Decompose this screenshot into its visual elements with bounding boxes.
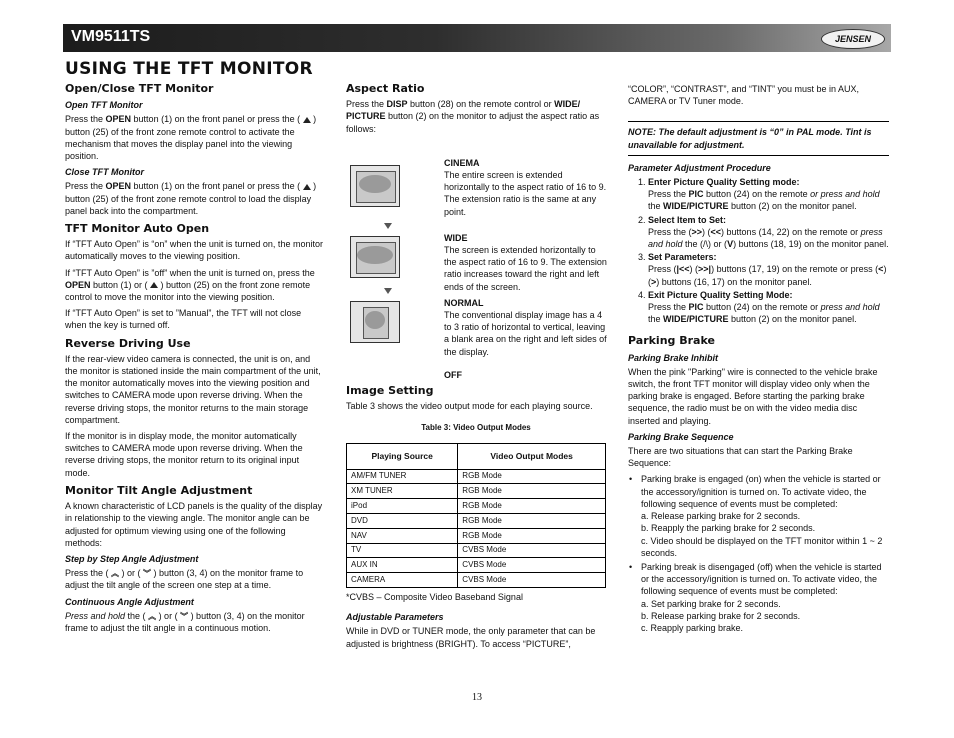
close-monitor-text: Press the OPEN button (1) on the front panel or press the ( ) button (25) of the front zone remote control to load the display panel back into the compartment. <box>65 181 317 216</box>
mode-name: NORMAL <box>444 297 484 308</box>
eject-up-icon <box>150 282 158 288</box>
auto-open-p3: If “TFT Auto Open” is set to ”Manual”, the TFT will not close when the key is turned off. <box>65 308 302 331</box>
wide-screen-icon <box>350 236 400 278</box>
page-number: 13 <box>472 692 482 703</box>
video-output-table <box>346 443 606 588</box>
column-left <box>65 83 323 638</box>
auto-open-heading: TFT Monitor Auto Open <box>65 222 210 236</box>
reverse-heading: Reverse Driving Use <box>65 336 191 350</box>
parking-sequence-text: There are two situations that can start the Parking Brake Sequence: <box>628 446 853 469</box>
model-name: VM9511TS <box>71 28 151 45</box>
adjustable-params-subheading: Adjustable Parameters <box>346 612 444 623</box>
aspect-mode-wide <box>346 232 606 295</box>
table-footnote: *CVBS – Composite Video Baseband Signal <box>346 592 523 602</box>
arrow-down-icon <box>384 223 392 229</box>
reverse-p1: If the rear-view video camera is connected, the unit is on, and the monitor is stationed inside the main compartment of the unit, the monitor automatically moves into the viewing position and switches to CAMERA mode upon reverse driving. When the reverse driving stops, the monitor returns to the main storage compartment. <box>65 353 321 425</box>
aspect-heading: Aspect Ratio <box>346 82 425 95</box>
parking-inhibit-subheading: Parking Brake Inhibit <box>628 352 719 363</box>
image-setting-heading: Image Setting <box>346 384 434 398</box>
table-row: iPod RGB Mode <box>347 499 606 514</box>
aspect-text: Press the DISP button (28) on the remote control or WIDE/ PICTURE button (2) on the monitor to adjust the aspect ratio as follows: <box>346 99 600 134</box>
aspect-mode-off: OFF <box>444 369 462 380</box>
procedure-steps <box>628 176 889 325</box>
tilt-down-icon: ︾ <box>143 569 152 579</box>
table-row: TV CVBS Mode <box>347 543 606 558</box>
image-setting-text: Table 3 shows the video output mode for each playing source. <box>346 401 593 412</box>
page-title: USING THE TFT MONITOR <box>65 59 313 79</box>
arrow-down-icon <box>384 288 392 294</box>
table-row: AUX IN CVBS Mode <box>347 558 606 573</box>
normal-screen-icon <box>350 301 400 343</box>
list-item: 3. Set Parameters: Press (|<<) (>>|) buttons (17, 19) on the remote or press (<) (>) buttons (16, 17) on the monitor panel. <box>648 251 889 288</box>
continuous-angle-subheading: Continuous Angle Adjustment <box>65 596 194 607</box>
mode-desc: The conventional display image has a 4 to 3 ratio of horizontal to vertical, leaving a blank area on the right and left sides of the display. <box>444 310 607 357</box>
list-item: 2. Select Item to Set: Press the (>>) (<<) buttons (14, 22) on the remote or press and hold the (/\) or (V) buttons (18, 19) on the monitor panel. <box>648 214 889 251</box>
column-right <box>628 83 889 634</box>
tilt-up-icon: ︽ <box>148 611 157 621</box>
auto-open-p2: If “TFT Auto Open” is ”off” when the unit is turned on, press the OPEN button (1) or ( ) button (25) on the front zone remote control to move the monitor into the viewing position. <box>65 267 315 303</box>
table-row: CAMERA CVBS Mode <box>347 573 606 588</box>
procedure-subheading: Parameter Adjustment Procedure <box>628 162 771 173</box>
table-header: Playing Source <box>347 443 458 469</box>
parking-heading: Parking Brake <box>628 334 715 348</box>
pal-note: NOTE: The default adjustment is “0” in PAL mode. Tint is unavailable for adjustment. <box>628 121 889 155</box>
open-monitor-subheading: Open TFT Monitor <box>65 100 143 111</box>
parking-situations <box>628 473 889 634</box>
parking-sequence-subheading: Parking Brake Sequence <box>628 431 734 442</box>
aspect-mode-normal <box>346 297 606 367</box>
table-row: DVD RGB Mode <box>347 514 606 529</box>
parking-inhibit-text: When the pink "Parking" wire is connected to the vehicle brake switch, the front TFT monitor will display video only when the parking brake is engaged. Before starting the parking brake sequence, the radio must be on with the video media disc inserted and playing. <box>628 366 878 426</box>
auto-open-p1: If “TFT Auto Open” is “on” when the unit is turned on, the monitor automatically moves to the viewing position. <box>65 239 323 262</box>
list-item: 1. Enter Picture Quality Setting mode: Press the PIC button (24) on the remote or press and hold the WIDE/PICTURE button (2) on the monitor panel. <box>648 176 889 213</box>
aspect-mode-cinema <box>346 157 606 220</box>
close-monitor-subheading: Close TFT Monitor <box>65 167 144 178</box>
mode-desc: The screen is extended horizontally to the aspect ratio of 16 to 9. The extension ratio increases toward the right and left ends of the screen. <box>444 245 607 292</box>
eject-up-icon <box>303 117 311 123</box>
adjustable-params-text: While in DVD or TUNER mode, the only parameter that can be adjusted is brightness (BRIGHT). To access “PICTURE”, <box>346 626 596 649</box>
step-angle-subheading: Step by Step Angle Adjustment <box>65 553 199 564</box>
cinema-screen-icon <box>350 165 400 207</box>
table-row: AM/FM TUNER RGB Mode <box>347 469 606 484</box>
continuous-angle-text: Press and hold the ( ︽ ) or ( ︾ ) button (3, 4) on the monitor frame to adjust the tilt angle in a continuous motion. <box>65 610 305 633</box>
reverse-p2: If the monitor is in display mode, the monitor automatically switches to CAMERA mode upon reverse driving. When the reverse driving stops, the monitor return to its original input mode. <box>65 431 303 478</box>
table-header: Video Output Modes <box>458 443 606 469</box>
list-item: • Parking break is disengaged (off) when the vehicle is started or the accessory/ignition is turned on. To activate video, the following sequence of events must be completed: a. Set parking brake for 2 seconds. b. Release parking brake for 2 seconds. c. Reapply parking brake. <box>641 561 889 634</box>
tilt-up-icon: ︽ <box>111 569 120 579</box>
list-item: • Parking brake is engaged (on) when the vehicle is started or the accessory/ignition is turned on. To activate video, the following sequence of events must be completed: a. Release parking brake for 2 seconds. b. Reapply the parking brake for 2 seconds. c. Video should be displayed on the TFT monitor within 1 ~ 2 seconds. <box>641 473 889 558</box>
eject-up-icon <box>303 184 311 190</box>
list-item: 4. Exit Picture Quality Setting Mode: Press the PIC button (24) on the remote or press and hold the WIDE/PICTURE button (2) on the monitor panel. <box>648 289 889 326</box>
table-row: XM TUNER RGB Mode <box>347 484 606 499</box>
table-row: NAV RGB Mode <box>347 528 606 543</box>
tilt-p1: A known characteristic of LCD panels is the quality of the display in relationship to the viewing angle. The monitor angle can be adjusted for optimum viewing using one of the following methods: <box>65 501 323 548</box>
mode-desc: The entire screen is extended horizontally to the aspect ratio of 16 to 9. The extension ratio is the same at any point. <box>444 170 607 217</box>
mode-name: WIDE <box>444 232 468 243</box>
tilt-heading: Monitor Tilt Angle Adjustment <box>65 483 253 497</box>
open-monitor-text: Press the OPEN button (1) on the front panel or press the ( ) button (25) of the front zone remote control to activate the mechanism that moves the display panel into the viewing position. <box>65 114 317 162</box>
table-caption: Table 3: Video Output Modes <box>421 423 531 433</box>
step-angle-text: Press the ( ︽ ) or ( ︾ ) button (3, 4) on the monitor frame to adjust the tilt angle of the screen one step at a time. <box>65 568 304 591</box>
jensen-logo: JENSEN <box>821 29 885 49</box>
adjustable-params-continued: “COLOR”, “CONTRAST”, and “TINT” you must be in AUX, CAMERA or TV Tuner mode. <box>628 84 860 107</box>
column-middle <box>346 83 606 654</box>
open-close-heading: Open/Close TFT Monitor <box>65 82 214 95</box>
mode-name: CINEMA <box>444 157 480 168</box>
tilt-down-icon: ︾ <box>180 611 189 621</box>
header-bar <box>63 24 891 52</box>
